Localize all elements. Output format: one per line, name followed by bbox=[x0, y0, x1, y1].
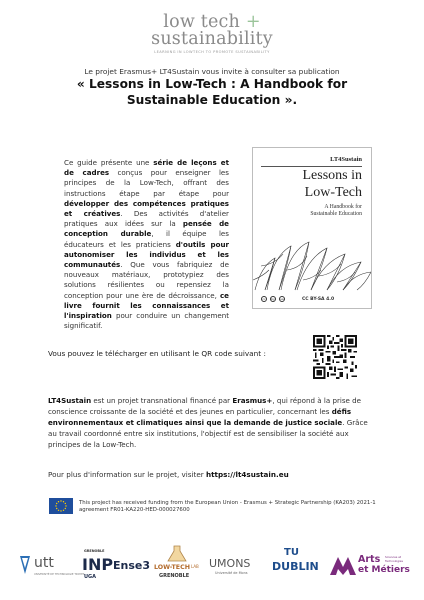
am-sub-2: Technologies bbox=[385, 559, 403, 563]
lab-flask-icon bbox=[165, 545, 189, 563]
lowtech-lab: LAB bbox=[191, 564, 199, 569]
book-subtitle: A Handbook for Sustainable Education bbox=[310, 204, 362, 217]
eu-flag-icon bbox=[49, 498, 73, 514]
utt-name: utt bbox=[34, 555, 54, 571]
download-instructions: Vous pouvez le télécharger en utilisant le QR code suivant : bbox=[48, 349, 266, 358]
logo-plus: + bbox=[245, 12, 261, 32]
logo-text-line2: sustainability bbox=[151, 29, 273, 49]
utt-subtitle: UNIVERSITÉ DE TECHNOLOGIE TROYES bbox=[34, 573, 85, 576]
inp-top: GRENOBLE bbox=[84, 549, 105, 553]
lowtech-lab-grenoble-logo bbox=[152, 545, 202, 585]
arts-et-metiers-logo bbox=[330, 545, 408, 585]
project-website-link[interactable]: https://lt4sustain.eu bbox=[206, 470, 289, 479]
logo-tagline: LEARNING IN LOWTECH TO PROMOTE SUSTAINABILITY bbox=[154, 50, 270, 54]
am-name-1: Arts bbox=[358, 554, 381, 565]
uga-label: UGA bbox=[84, 574, 97, 580]
am-name-2: et Métiers bbox=[358, 565, 410, 575]
license-text: CC BY-SA 4.0 bbox=[302, 296, 335, 302]
tud-name: DUBLIN bbox=[272, 560, 319, 573]
am-chevron-icon bbox=[330, 555, 356, 575]
tu-dublin-logo bbox=[270, 545, 322, 585]
publication-title bbox=[20, 77, 404, 108]
umons-subtitle: Université de Mons bbox=[215, 571, 248, 575]
publication-title-line2: Sustainable Education ». bbox=[126, 92, 298, 107]
logo-text-line1: low tech + bbox=[163, 12, 261, 32]
leaf-illustration bbox=[253, 236, 372, 294]
tud-prefix: TU bbox=[284, 547, 299, 558]
book-brand: LT4Sustain bbox=[330, 156, 362, 163]
utt-logo bbox=[18, 545, 85, 585]
inp-name: INP bbox=[82, 555, 114, 574]
lowtech-name: LOW-TECH bbox=[154, 564, 190, 571]
lowtech-city: GRENOBLE bbox=[159, 573, 190, 579]
book-title-line1: Lessons in bbox=[302, 168, 362, 183]
more-info: Pour plus d'information sur le projet, visiter https://lt4sustain.eu bbox=[48, 470, 289, 479]
site-logo bbox=[0, 14, 424, 54]
partner-logos bbox=[0, 545, 424, 585]
ense3-name: Ense3 bbox=[113, 559, 151, 572]
umons-logo bbox=[207, 545, 263, 585]
license-info bbox=[261, 296, 365, 302]
guide-description: Ce guide présente une série de leçons et de cadres conçus pour enseigner les principes de la Low-Tech, offrant des instructions étape par étape pour développer des compétences pratiques et créatives. Des activités d'atelier pratiques aux idées sur la pensée de conception durable, il équipe les éducateurs et les praticiens d'outils pour autonomiser les individus et les communautés. Que vous fabriquiez de nouveaux matériaux, prototypiez des solutions résilientes ou repensiez la conception pour une ère de décroissance, ce livre fournit les connaissances et l'inspiration pour conduire un changement significatif. bbox=[64, 158, 229, 331]
eu-funding-statement: This project has received funding from the European Union - Erasmus + Strategic Partnership (KA203) 2021-1 agreement FR01-KA220-HED-000027600 bbox=[79, 500, 376, 514]
cc-by-icon: by bbox=[271, 297, 275, 301]
book-title-line2: Low-Tech bbox=[304, 185, 362, 200]
inp-ense3-logo bbox=[82, 545, 151, 585]
book-divider bbox=[261, 166, 362, 167]
cc-icon: cc bbox=[262, 297, 266, 301]
umons-name: UMONS bbox=[209, 557, 251, 570]
project-description: LT4Sustain est un projet transnational financé par Erasmus+, qui répond à la prise de conscience croissante de la société et des jeunes en particulier, concernant les défis environnementaux et climatiques ainsi que la demande de justice sociale. Grâce au travail coordonné entre six institutions, l'objectif est de sensibiliser la société aux principes de la Low-Tech. bbox=[48, 396, 368, 449]
publication-title-line1: « Lessons in Low-Tech : A Handbook for bbox=[76, 77, 348, 91]
am-sub-1: Sciences et bbox=[385, 555, 402, 559]
book-cover bbox=[252, 147, 372, 309]
qr-code[interactable] bbox=[313, 335, 357, 379]
cc-sa-icon: sa bbox=[280, 297, 284, 301]
intro-text: Le projet Erasmus+ LT4Sustain vous invite à consulter sa publication bbox=[84, 67, 340, 76]
utt-mark-icon bbox=[18, 554, 32, 576]
